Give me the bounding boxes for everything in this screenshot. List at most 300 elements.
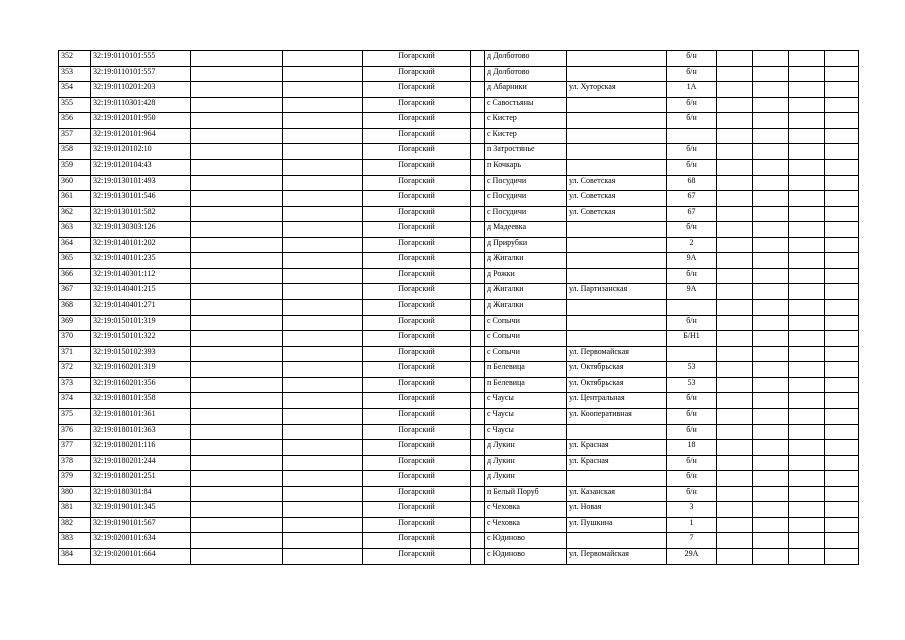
district-cell: Погарский — [363, 113, 471, 129]
blank-cell — [789, 440, 825, 456]
locality-cell: с Савостьяны — [485, 97, 567, 113]
blank-cell — [191, 315, 283, 331]
street-cell: ул. Первомайская — [567, 346, 667, 362]
cadastral-number-cell: 32:19:0180101:363 — [91, 424, 191, 440]
blank-cell — [825, 175, 859, 191]
blank-cell — [789, 549, 825, 565]
blank-cell — [789, 471, 825, 487]
house-number-cell: 1 — [667, 517, 717, 533]
blank-cell — [283, 440, 363, 456]
blank-cell — [471, 315, 485, 331]
house-number-cell: 7 — [667, 533, 717, 549]
blank-cell — [753, 331, 789, 347]
blank-cell — [471, 533, 485, 549]
table-row — [59, 128, 859, 144]
blank-cell — [283, 159, 363, 175]
cadastral-number-cell: 32:19:0120102:10 — [91, 144, 191, 160]
table-row — [59, 346, 859, 362]
blank-cell — [191, 51, 283, 67]
blank-cell — [283, 300, 363, 316]
house-number-cell: б/н — [667, 315, 717, 331]
blank-cell — [191, 362, 283, 378]
cadastral-number-cell: 32:19:0110201:203 — [91, 82, 191, 98]
blank-cell — [789, 408, 825, 424]
locality-cell: с Чаусы — [485, 408, 567, 424]
blank-cell — [753, 486, 789, 502]
street-cell — [567, 253, 667, 269]
table-row — [59, 222, 859, 238]
street-cell: ул. Советская — [567, 206, 667, 222]
blank-cell — [283, 66, 363, 82]
row-number-cell: 383 — [59, 533, 91, 549]
blank-cell — [471, 128, 485, 144]
blank-cell — [191, 268, 283, 284]
blank-cell — [825, 268, 859, 284]
blank-cell — [753, 175, 789, 191]
district-cell: Погарский — [363, 51, 471, 67]
blank-cell — [717, 455, 753, 471]
blank-cell — [753, 362, 789, 378]
blank-cell — [717, 315, 753, 331]
house-number-cell: б/н — [667, 51, 717, 67]
table-row — [59, 191, 859, 207]
blank-cell — [283, 486, 363, 502]
blank-cell — [283, 549, 363, 565]
cadastral-number-cell: 32:19:0120104:43 — [91, 159, 191, 175]
blank-cell — [825, 51, 859, 67]
blank-cell — [717, 82, 753, 98]
blank-cell — [471, 51, 485, 67]
district-cell: Погарский — [363, 206, 471, 222]
blank-cell — [471, 97, 485, 113]
blank-cell — [753, 191, 789, 207]
blank-cell — [825, 393, 859, 409]
street-cell: ул. Центральная — [567, 393, 667, 409]
blank-cell — [283, 377, 363, 393]
blank-cell — [717, 502, 753, 518]
blank-cell — [789, 517, 825, 533]
blank-cell — [471, 331, 485, 347]
row-number-cell: 380 — [59, 486, 91, 502]
blank-cell — [789, 362, 825, 378]
blank-cell — [825, 128, 859, 144]
blank-cell — [717, 51, 753, 67]
blank-cell — [283, 113, 363, 129]
blank-cell — [789, 97, 825, 113]
row-number-cell: 362 — [59, 206, 91, 222]
street-cell — [567, 300, 667, 316]
blank-cell — [753, 222, 789, 238]
blank-cell — [753, 346, 789, 362]
table-row — [59, 362, 859, 378]
cadastral-number-cell: 32:19:0130303:126 — [91, 222, 191, 238]
street-cell — [567, 268, 667, 284]
blank-cell — [789, 128, 825, 144]
cadastral-number-cell: 32:19:0150102:393 — [91, 346, 191, 362]
blank-cell — [471, 159, 485, 175]
blank-cell — [471, 206, 485, 222]
blank-cell — [283, 455, 363, 471]
street-cell — [567, 97, 667, 113]
blank-cell — [717, 222, 753, 238]
blank-cell — [471, 284, 485, 300]
blank-cell — [191, 377, 283, 393]
locality-cell: д Долботово — [485, 66, 567, 82]
row-number-cell: 370 — [59, 331, 91, 347]
house-number-cell: 53 — [667, 362, 717, 378]
street-cell: ул. Хуторская — [567, 82, 667, 98]
locality-cell: с Юдиново — [485, 533, 567, 549]
locality-cell: д Лукин — [485, 471, 567, 487]
cadastral-number-cell: 32:19:0110101:557 — [91, 66, 191, 82]
blank-cell — [471, 440, 485, 456]
locality-cell: с Посудичи — [485, 175, 567, 191]
blank-cell — [825, 300, 859, 316]
street-cell: ул. Красная — [567, 455, 667, 471]
blank-cell — [717, 424, 753, 440]
blank-cell — [825, 97, 859, 113]
row-number-cell: 354 — [59, 82, 91, 98]
district-cell: Погарский — [363, 268, 471, 284]
blank-cell — [191, 253, 283, 269]
row-number-cell: 382 — [59, 517, 91, 533]
street-cell: ул. Новая — [567, 502, 667, 518]
house-number-cell: 18 — [667, 440, 717, 456]
table-row — [59, 66, 859, 82]
blank-cell — [191, 159, 283, 175]
blank-cell — [471, 268, 485, 284]
blank-cell — [789, 51, 825, 67]
locality-cell: д Мадеевка — [485, 222, 567, 238]
blank-cell — [191, 128, 283, 144]
table-row — [59, 315, 859, 331]
locality-cell: с Сопычи — [485, 315, 567, 331]
blank-cell — [283, 346, 363, 362]
district-cell: Погарский — [363, 533, 471, 549]
blank-cell — [825, 66, 859, 82]
district-cell: Погарский — [363, 377, 471, 393]
table-row — [59, 331, 859, 347]
cadastral-number-cell: 32:19:0120101:964 — [91, 128, 191, 144]
blank-cell — [789, 222, 825, 238]
street-cell — [567, 424, 667, 440]
blank-cell — [191, 440, 283, 456]
locality-cell: с Чеховка — [485, 517, 567, 533]
blank-cell — [283, 331, 363, 347]
blank-cell — [825, 237, 859, 253]
row-number-cell: 358 — [59, 144, 91, 160]
blank-cell — [283, 253, 363, 269]
table-row — [59, 144, 859, 160]
blank-cell — [789, 424, 825, 440]
table-body — [59, 51, 859, 565]
row-number-cell: 357 — [59, 128, 91, 144]
blank-cell — [789, 175, 825, 191]
row-number-cell: 352 — [59, 51, 91, 67]
district-cell: Погарский — [363, 315, 471, 331]
blank-cell — [471, 408, 485, 424]
blank-cell — [283, 128, 363, 144]
locality-cell: с Чеховка — [485, 502, 567, 518]
cadastral-number-cell: 32:19:0140101:235 — [91, 253, 191, 269]
blank-cell — [191, 237, 283, 253]
blank-cell — [717, 549, 753, 565]
property-register-table — [58, 50, 859, 565]
row-number-cell: 379 — [59, 471, 91, 487]
blank-cell — [283, 502, 363, 518]
locality-cell: с Посудичи — [485, 191, 567, 207]
blank-cell — [283, 191, 363, 207]
blank-cell — [789, 331, 825, 347]
district-cell: Погарский — [363, 502, 471, 518]
row-number-cell: 360 — [59, 175, 91, 191]
blank-cell — [471, 517, 485, 533]
blank-cell — [753, 159, 789, 175]
blank-cell — [717, 113, 753, 129]
blank-cell — [471, 377, 485, 393]
blank-cell — [471, 237, 485, 253]
cadastral-number-cell: 32:19:0180201:244 — [91, 455, 191, 471]
street-cell — [567, 471, 667, 487]
district-cell: Погарский — [363, 159, 471, 175]
blank-cell — [717, 159, 753, 175]
street-cell — [567, 128, 667, 144]
blank-cell — [283, 471, 363, 487]
row-number-cell: 376 — [59, 424, 91, 440]
blank-cell — [471, 549, 485, 565]
cadastral-number-cell: 32:19:0140101:202 — [91, 237, 191, 253]
district-cell: Погарский — [363, 331, 471, 347]
row-number-cell: 353 — [59, 66, 91, 82]
blank-cell — [789, 191, 825, 207]
locality-cell: д Долботово — [485, 51, 567, 67]
cadastral-number-cell: 32:19:0110301:428 — [91, 97, 191, 113]
cadastral-number-cell: 32:19:0180301:84 — [91, 486, 191, 502]
blank-cell — [717, 517, 753, 533]
cadastral-number-cell: 32:19:0130101:493 — [91, 175, 191, 191]
blank-cell — [191, 331, 283, 347]
district-cell: Погарский — [363, 253, 471, 269]
street-cell: ул. Кооперативная — [567, 408, 667, 424]
cadastral-number-cell: 32:19:0110101:555 — [91, 51, 191, 67]
blank-cell — [717, 206, 753, 222]
table-row — [59, 455, 859, 471]
blank-cell — [789, 206, 825, 222]
row-number-cell: 381 — [59, 502, 91, 518]
blank-cell — [753, 300, 789, 316]
cadastral-number-cell: 32:19:0160201:356 — [91, 377, 191, 393]
blank-cell — [283, 362, 363, 378]
cadastral-number-cell: 32:19:0140401:271 — [91, 300, 191, 316]
blank-cell — [825, 408, 859, 424]
blank-cell — [825, 517, 859, 533]
house-number-cell: 9А — [667, 253, 717, 269]
house-number-cell: 67 — [667, 191, 717, 207]
blank-cell — [717, 300, 753, 316]
blank-cell — [471, 82, 485, 98]
district-cell: Погарский — [363, 300, 471, 316]
locality-cell: д Жигалки — [485, 300, 567, 316]
street-cell: ул. Пушкина — [567, 517, 667, 533]
blank-cell — [283, 237, 363, 253]
blank-cell — [717, 533, 753, 549]
street-cell — [567, 533, 667, 549]
cadastral-number-cell: 32:19:0180101:361 — [91, 408, 191, 424]
blank-cell — [825, 191, 859, 207]
cadastral-number-cell: 32:19:0150101:319 — [91, 315, 191, 331]
locality-cell: п Затростянье — [485, 144, 567, 160]
house-number-cell: б/н — [667, 113, 717, 129]
locality-cell: п Белевица — [485, 362, 567, 378]
blank-cell — [753, 128, 789, 144]
district-cell: Погарский — [363, 237, 471, 253]
blank-cell — [283, 82, 363, 98]
row-number-cell: 369 — [59, 315, 91, 331]
blank-cell — [753, 284, 789, 300]
house-number-cell: 3 — [667, 502, 717, 518]
blank-cell — [283, 268, 363, 284]
table-row — [59, 502, 859, 518]
blank-cell — [753, 51, 789, 67]
blank-cell — [191, 97, 283, 113]
blank-cell — [717, 66, 753, 82]
house-number-cell: б/н — [667, 424, 717, 440]
district-cell: Погарский — [363, 82, 471, 98]
cadastral-number-cell: 32:19:0180201:116 — [91, 440, 191, 456]
locality-cell: д Рожки — [485, 268, 567, 284]
blank-cell — [789, 377, 825, 393]
blank-cell — [753, 97, 789, 113]
blank-cell — [753, 549, 789, 565]
blank-cell — [753, 455, 789, 471]
locality-cell: с Сопычи — [485, 346, 567, 362]
blank-cell — [191, 66, 283, 82]
row-number-cell: 361 — [59, 191, 91, 207]
street-cell: ул. Советская — [567, 175, 667, 191]
row-number-cell: 384 — [59, 549, 91, 565]
blank-cell — [717, 237, 753, 253]
blank-cell — [825, 222, 859, 238]
district-cell: Погарский — [363, 424, 471, 440]
table-row — [59, 486, 859, 502]
blank-cell — [191, 393, 283, 409]
cadastral-number-cell: 32:19:0140301:112 — [91, 268, 191, 284]
house-number-cell: б/н — [667, 471, 717, 487]
row-number-cell: 356 — [59, 113, 91, 129]
blank-cell — [753, 424, 789, 440]
house-number-cell: Б/Н1 — [667, 331, 717, 347]
blank-cell — [789, 346, 825, 362]
blank-cell — [753, 206, 789, 222]
blank-cell — [789, 268, 825, 284]
row-number-cell: 368 — [59, 300, 91, 316]
blank-cell — [789, 159, 825, 175]
blank-cell — [471, 191, 485, 207]
blank-cell — [789, 533, 825, 549]
blank-cell — [753, 440, 789, 456]
house-number-cell: 68 — [667, 175, 717, 191]
house-number-cell: б/н — [667, 268, 717, 284]
blank-cell — [283, 222, 363, 238]
house-number-cell: б/н — [667, 66, 717, 82]
blank-cell — [753, 315, 789, 331]
blank-cell — [471, 66, 485, 82]
table-row — [59, 206, 859, 222]
blank-cell — [717, 268, 753, 284]
house-number-cell: б/н — [667, 144, 717, 160]
street-cell — [567, 237, 667, 253]
blank-cell — [753, 517, 789, 533]
district-cell: Погарский — [363, 362, 471, 378]
blank-cell — [789, 300, 825, 316]
house-number-cell: б/н — [667, 393, 717, 409]
blank-cell — [191, 455, 283, 471]
district-cell: Погарский — [363, 284, 471, 300]
cadastral-number-cell: 32:19:0130101:546 — [91, 191, 191, 207]
blank-cell — [191, 222, 283, 238]
blank-cell — [717, 253, 753, 269]
blank-cell — [471, 300, 485, 316]
blank-cell — [283, 393, 363, 409]
house-number-cell — [667, 300, 717, 316]
row-number-cell: 378 — [59, 455, 91, 471]
blank-cell — [753, 237, 789, 253]
street-cell — [567, 66, 667, 82]
blank-cell — [717, 362, 753, 378]
table-row — [59, 471, 859, 487]
blank-cell — [283, 284, 363, 300]
blank-cell — [191, 408, 283, 424]
blank-cell — [789, 455, 825, 471]
blank-cell — [717, 471, 753, 487]
blank-cell — [825, 455, 859, 471]
district-cell: Погарский — [363, 66, 471, 82]
blank-cell — [283, 144, 363, 160]
blank-cell — [717, 377, 753, 393]
blank-cell — [191, 549, 283, 565]
blank-cell — [789, 284, 825, 300]
blank-cell — [471, 471, 485, 487]
locality-cell: д Жигалки — [485, 253, 567, 269]
blank-cell — [753, 268, 789, 284]
row-number-cell: 374 — [59, 393, 91, 409]
blank-cell — [825, 315, 859, 331]
blank-cell — [753, 471, 789, 487]
table-row — [59, 82, 859, 98]
locality-cell: д Лукин — [485, 440, 567, 456]
district-cell: Погарский — [363, 517, 471, 533]
locality-cell: д Прирубки — [485, 237, 567, 253]
street-cell: ул. Октябрьская — [567, 377, 667, 393]
table-row — [59, 237, 859, 253]
blank-cell — [191, 284, 283, 300]
street-cell: ул. Красная — [567, 440, 667, 456]
blank-cell — [825, 346, 859, 362]
row-number-cell: 373 — [59, 377, 91, 393]
blank-cell — [789, 144, 825, 160]
table-row — [59, 284, 859, 300]
blank-cell — [191, 502, 283, 518]
blank-cell — [717, 440, 753, 456]
blank-cell — [283, 206, 363, 222]
blank-cell — [717, 284, 753, 300]
blank-cell — [283, 175, 363, 191]
district-cell: Погарский — [363, 346, 471, 362]
blank-cell — [191, 517, 283, 533]
district-cell: Погарский — [363, 144, 471, 160]
blank-cell — [789, 113, 825, 129]
row-number-cell: 372 — [59, 362, 91, 378]
